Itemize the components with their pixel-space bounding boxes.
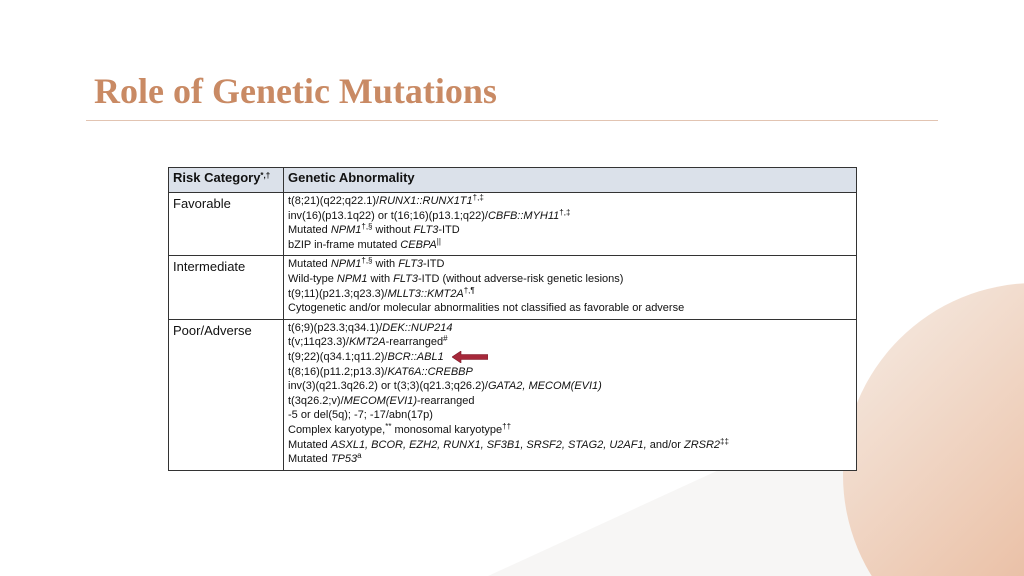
- abnormality-list: [284, 193, 857, 256]
- category-intermediate: Intermediate: [169, 256, 284, 319]
- risk-table: [168, 167, 857, 471]
- table-row-favorable: [169, 193, 857, 256]
- abnormality-line: Mutated NPM1†,§ without FLT3-ITD: [288, 222, 460, 237]
- abnormality-line: inv(16)(p13.1q22) or t(16;16)(p13.1;q22)/CBFB::MYH11†,‡: [288, 207, 571, 222]
- title-divider: [86, 120, 938, 121]
- abnormality-line: t(v;11q23.3)/KMT2A-rearranged#: [288, 334, 448, 349]
- category-favorable: Favorable: [169, 193, 284, 256]
- table-row-adverse: [169, 319, 857, 470]
- abnormality-line: t(8;16)(p11.2;p13.3)/KAT6A::CREBBP: [288, 365, 473, 378]
- abnormality-line: Mutated NPM1†,§ with FLT3-ITD: [288, 256, 445, 271]
- abnormality-line: Complex karyotype,** monosomal karyotype††: [288, 421, 512, 436]
- background-orb: [843, 283, 1024, 576]
- abnormality-line: t(6;9)(p23.3;q34.1)/DEK::NUP214: [288, 321, 453, 334]
- abnormality-line: -5 or del(5q); -7; -17/abn(17p): [288, 409, 433, 422]
- page-title: Role of Genetic Mutations: [94, 71, 497, 111]
- risk-table-figure: [168, 167, 856, 471]
- pointer-arrow-icon: [452, 351, 488, 363]
- abnormality-line: t(9;11)(p21.3;q23.3)/MLLT3::KMT2A†,¶: [288, 285, 475, 300]
- table-header-row: [169, 168, 857, 193]
- abnormality-line: Wild-type NPM1 with FLT3-ITD (without adverse-risk genetic lesions): [288, 272, 624, 285]
- abnormality-line: t(8;21)(q22;q22.1)/RUNX1::RUNX1T1†,‡: [288, 193, 484, 207]
- abnormality-line: Cytogenetic and/or molecular abnormalities not classified as favorable or adverse: [288, 302, 685, 315]
- header-risk-category: Risk Category*,†: [169, 168, 284, 193]
- category-adverse: Poor/Adverse: [169, 319, 284, 470]
- abnormality-line: Mutated TP53$^a$: [288, 451, 362, 466]
- abnormality-line: inv(3)(q21.3q26.2) or t(3;3)(q21.3;q26.2)/GATA2, MECOM(EVI1): [288, 380, 602, 393]
- abnormality-list: [284, 256, 857, 319]
- abnormality-line: t(3q26.2;v)/MECOM(EVI1)-rearranged: [288, 394, 475, 407]
- table-row-intermediate: [169, 256, 857, 319]
- abnormality-line: bZIP in-frame mutated CEBPA||: [288, 236, 441, 251]
- abnormality-list: [284, 319, 857, 470]
- abnormality-line: Mutated ASXL1, BCOR, EZH2, RUNX1, SF3B1, SRSF2, STAG2, U2AF1, and/or ZRSR2‡‡: [288, 436, 729, 451]
- abnormality-line-bcr-abl1: t(9;22)(q34.1;q11.2)/BCR::ABL1: [288, 350, 852, 365]
- header-genetic-abnormality: Genetic Abnormality: [284, 168, 857, 193]
